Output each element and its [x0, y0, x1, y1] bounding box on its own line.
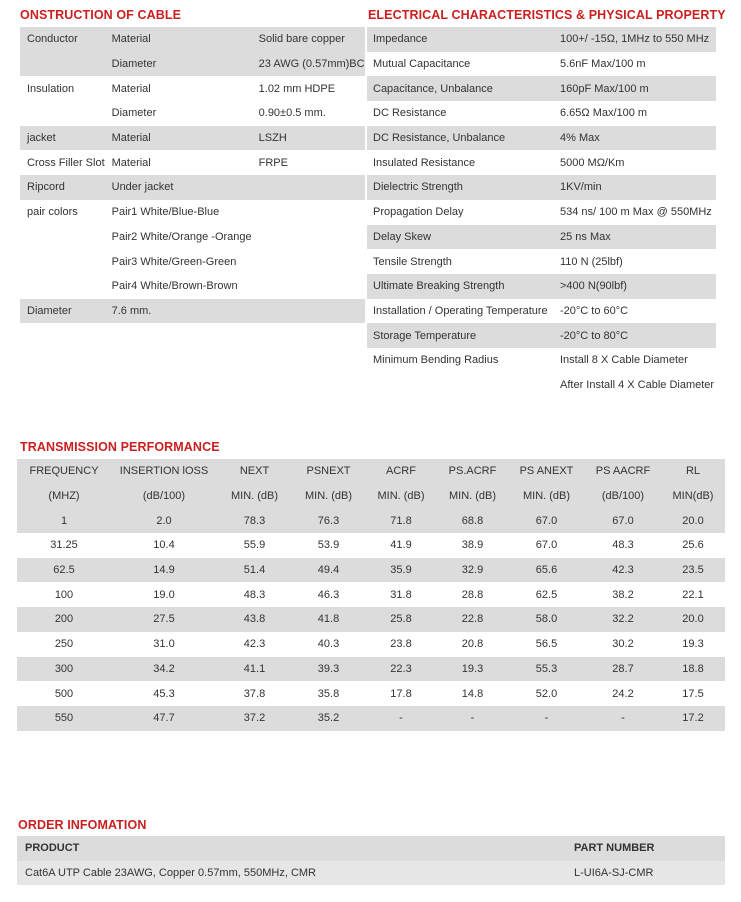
transmission-cell: 31.25 — [50, 539, 78, 552]
transmission-header-cell: MIN. (dB) — [508, 484, 585, 509]
construction-row — [20, 249, 365, 274]
transmission-cell: 76.3 — [292, 508, 365, 533]
electrical-row — [367, 299, 716, 324]
transmission-cell: 52.0 — [535, 687, 558, 700]
transmission-cell: 43.8 — [217, 607, 292, 632]
construction-value — [252, 225, 365, 250]
electrical-value: 534 ns/ 100 m Max @ 550MHz — [560, 206, 712, 219]
electrical-value: 25 ns Max — [554, 225, 716, 250]
transmission-cell: 62.5 — [535, 588, 558, 601]
transmission-cell: 200 — [17, 607, 111, 632]
electrical-row — [367, 101, 716, 126]
electrical-label: Insulated Resistance — [373, 156, 476, 169]
electrical-row — [367, 274, 716, 299]
electrical-label: Minimum Bending Radius — [373, 354, 499, 367]
transmission-cell: 42.3 — [243, 638, 266, 651]
construction-item: Diameter — [20, 299, 105, 324]
construction-table — [20, 27, 365, 323]
transmission-cell: 67.0 — [508, 508, 585, 533]
electrical-label: Propagation Delay — [373, 206, 464, 219]
electrical-label — [367, 373, 554, 398]
construction-value — [252, 274, 365, 299]
transmission-cell: 17.8 — [390, 687, 412, 700]
electrical-row — [367, 323, 716, 348]
electrical-row — [367, 373, 716, 398]
transmission-cell: - — [508, 706, 585, 731]
electrical-row — [367, 249, 716, 274]
order-product: Cat6A UTP Cable 23AWG, Copper 0.57mm, 550MHz, CMR — [17, 861, 566, 886]
electrical-row — [367, 225, 716, 250]
electrical-row — [367, 150, 716, 175]
transmission-row — [17, 607, 725, 632]
construction-value: 0.90±0.5 mm. — [258, 107, 326, 120]
electrical-row — [367, 126, 716, 151]
transmission-cell: 18.8 — [661, 657, 725, 682]
transmission-table — [17, 459, 725, 731]
order-header-row — [17, 836, 725, 861]
transmission-cell: 34.2 — [111, 657, 217, 682]
construction-item: Conductor — [20, 27, 105, 52]
construction-row — [20, 27, 365, 52]
transmission-header-cell: PS.ACRF — [437, 459, 508, 484]
construction-row — [20, 274, 365, 299]
electrical-row — [367, 52, 716, 77]
transmission-cell: 68.8 — [437, 508, 508, 533]
transmission-cell: 300 — [17, 657, 111, 682]
electrical-label: Capacitance, Unbalance — [367, 76, 554, 101]
transmission-cell: 22.3 — [365, 657, 437, 682]
construction-property: Pair4 White/Brown-Brown — [111, 280, 238, 293]
construction-property: Pair2 White/Orange -Orange — [111, 230, 252, 243]
transmission-cell: 20.8 — [461, 638, 484, 651]
transmission-cell: 48.3 — [612, 539, 634, 552]
transmission-cell: 14.9 — [111, 558, 217, 583]
transmission-cell: - — [585, 706, 661, 731]
transmission-row — [17, 706, 725, 731]
construction-property: Pair1 White/Blue-Blue — [111, 206, 220, 219]
construction-item: pair colors — [27, 206, 78, 219]
construction-item: Cross Filler Slot — [27, 156, 105, 169]
transmission-cell: 55.9 — [243, 539, 266, 552]
transmission-cell: 19.3 — [682, 638, 704, 651]
construction-property: Under jacket — [105, 175, 252, 200]
transmission-row — [17, 558, 725, 583]
construction-property: Material — [105, 126, 252, 151]
transmission-header1 — [17, 459, 725, 484]
electrical-value: -20°C to 60°C — [560, 304, 629, 317]
transmission-cell: 23.5 — [661, 558, 725, 583]
construction-item — [20, 249, 105, 274]
construction-title: ONSTRUCTION OF CABLE — [20, 8, 182, 22]
order-row — [17, 861, 725, 886]
transmission-cell: 20.0 — [661, 607, 725, 632]
transmission-cell: 65.6 — [508, 558, 585, 583]
construction-row — [20, 101, 365, 126]
construction-item — [20, 274, 105, 299]
construction-row — [20, 200, 365, 225]
electrical-label: Mutual Capacitance — [373, 58, 471, 71]
transmission-cell: 23.8 — [390, 638, 412, 651]
transmission-header-cell: MIN. (dB) — [292, 484, 365, 509]
construction-row — [20, 52, 365, 77]
transmission-header-cell: MIN(dB) — [661, 484, 725, 509]
transmission-cell: 67.0 — [535, 539, 558, 552]
transmission-header-cell: MIN. (dB) — [365, 484, 437, 509]
transmission-header2 — [17, 484, 725, 509]
transmission-cell: 39.3 — [292, 657, 365, 682]
transmission-header-cell: RL — [661, 459, 725, 484]
electrical-value: 100+/ -15Ω, 1MHz to 550 MHz — [554, 27, 716, 52]
transmission-header-cell: FREQUENCY — [17, 459, 111, 484]
transmission-cell: 2.0 — [111, 508, 217, 533]
electrical-value: 1KV/min — [554, 175, 716, 200]
transmission-cell: 48.3 — [243, 588, 266, 601]
transmission-header-cell: NEXT — [217, 459, 292, 484]
construction-property: 7.6 mm. — [105, 299, 252, 324]
transmission-cell: 62.5 — [17, 558, 111, 583]
transmission-cell: 35.9 — [365, 558, 437, 583]
construction-item: Ripcord — [20, 175, 105, 200]
transmission-cell: 25.6 — [682, 539, 704, 552]
electrical-value: >400 N(90lbf) — [554, 274, 716, 299]
transmission-row — [17, 582, 725, 607]
electrical-row — [367, 175, 716, 200]
transmission-cell: 19.0 — [153, 588, 175, 601]
electrical-value: 6.65Ω Max/100 m — [560, 107, 648, 120]
transmission-row — [17, 508, 725, 533]
electrical-label: Impedance — [367, 27, 554, 52]
transmission-row — [17, 533, 725, 558]
construction-item: Insulation — [27, 82, 75, 95]
electrical-row — [367, 348, 716, 373]
electrical-value: -20°C to 80°C — [554, 323, 716, 348]
construction-row — [20, 76, 365, 101]
electrical-row — [367, 200, 716, 225]
electrical-value: After Install 4 X Cable Diameter — [560, 378, 715, 391]
transmission-cell: - — [365, 706, 437, 731]
transmission-header-cell: MIN. (dB) — [437, 484, 508, 509]
construction-property: Pair3 White/Green-Green — [111, 255, 237, 268]
transmission-cell: 22.8 — [437, 607, 508, 632]
transmission-cell: 500 — [54, 687, 74, 700]
transmission-cell: 41.9 — [390, 539, 412, 552]
transmission-header-cell: INSERTION lOSS — [111, 459, 217, 484]
transmission-cell: 17.2 — [661, 706, 725, 731]
transmission-cell: 28.8 — [461, 588, 484, 601]
transmission-cell: 25.8 — [365, 607, 437, 632]
transmission-header-cell: (dB/100) — [111, 484, 217, 509]
transmission-cell: 38.9 — [461, 539, 484, 552]
transmission-cell: 42.3 — [585, 558, 661, 583]
transmission-header-cell: ACRF — [365, 459, 437, 484]
transmission-cell: 56.5 — [535, 638, 558, 651]
electrical-value: 5000 MΩ/Km — [560, 156, 625, 169]
transmission-cell: 1 — [17, 508, 111, 533]
transmission-cell: 31.0 — [153, 638, 175, 651]
transmission-cell: 53.9 — [317, 539, 340, 552]
construction-row — [20, 175, 365, 200]
electrical-label: DC Resistance, Unbalance — [367, 126, 554, 151]
construction-property: Diameter — [105, 52, 252, 77]
transmission-cell: 24.2 — [612, 687, 634, 700]
transmission-cell: 41.8 — [292, 607, 365, 632]
construction-item — [20, 101, 105, 126]
electrical-label: Installation / Operating Temperature — [373, 304, 548, 317]
order-title: ORDER INFOMATION — [18, 818, 147, 832]
electrical-table — [367, 27, 716, 397]
transmission-cell: 38.2 — [612, 588, 634, 601]
transmission-cell: 46.3 — [317, 588, 340, 601]
transmission-cell: 27.5 — [111, 607, 217, 632]
transmission-cell: 41.1 — [217, 657, 292, 682]
transmission-cell: 37.2 — [217, 706, 292, 731]
construction-row — [20, 126, 365, 151]
electrical-label: Dielectric Strength — [367, 175, 554, 200]
transmission-cell: 10.4 — [153, 539, 175, 552]
electrical-row — [367, 76, 716, 101]
construction-value: 1.02 mm HDPE — [258, 82, 336, 95]
transmission-cell: 100 — [54, 588, 74, 601]
transmission-cell: 32.9 — [437, 558, 508, 583]
construction-value: 23 AWG (0.57mm)BC — [252, 52, 365, 77]
electrical-label: DC Resistance — [373, 107, 447, 120]
electrical-label: Storage Temperature — [367, 323, 554, 348]
construction-value — [252, 175, 365, 200]
transmission-row — [17, 632, 725, 657]
transmission-cell: 14.8 — [461, 687, 484, 700]
transmission-title: TRANSMISSION PERFORMANCE — [20, 440, 220, 454]
electrical-value: Install 8 X Cable Diameter — [560, 354, 688, 367]
transmission-cell: 35.8 — [317, 687, 340, 700]
transmission-cell: 67.0 — [585, 508, 661, 533]
transmission-cell: 19.3 — [437, 657, 508, 682]
electrical-row — [367, 27, 716, 52]
transmission-cell: 28.7 — [585, 657, 661, 682]
electrical-value: 110 N (25lbf) — [560, 255, 623, 268]
transmission-header-cell: MIN. (dB) — [217, 484, 292, 509]
transmission-cell: 22.1 — [682, 588, 704, 601]
construction-value — [252, 200, 365, 225]
transmission-cell: 550 — [17, 706, 111, 731]
transmission-cell: 30.2 — [612, 638, 634, 651]
construction-property: Material — [105, 27, 252, 52]
transmission-cell: 35.2 — [292, 706, 365, 731]
transmission-cell: 71.8 — [365, 508, 437, 533]
transmission-cell: 51.4 — [217, 558, 292, 583]
order-header-part: PART NUMBER — [566, 836, 725, 861]
transmission-header-cell: PS ANEXT — [508, 459, 585, 484]
transmission-cell: - — [437, 706, 508, 731]
electrical-label: Tensile Strength — [373, 255, 452, 268]
construction-item — [20, 225, 105, 250]
construction-value — [252, 249, 365, 274]
order-table — [17, 836, 725, 885]
electrical-label: Ultimate Breaking Strength — [367, 274, 554, 299]
transmission-cell: 49.4 — [292, 558, 365, 583]
electrical-value: 5.6nF Max/100 m — [560, 58, 646, 71]
construction-row — [20, 150, 365, 175]
transmission-cell: 55.3 — [508, 657, 585, 682]
transmission-cell: 250 — [54, 638, 74, 651]
electrical-label: Delay Skew — [367, 225, 554, 250]
transmission-cell: 58.0 — [508, 607, 585, 632]
transmission-cell: 17.5 — [682, 687, 704, 700]
electrical-value: 4% Max — [554, 126, 716, 151]
transmission-header-cell: (dB/100) — [585, 484, 661, 509]
electrical-value: 160pF Max/100 m — [554, 76, 716, 101]
transmission-cell: 40.3 — [317, 638, 340, 651]
construction-property: Diameter — [111, 107, 157, 120]
transmission-cell: 20.0 — [661, 508, 725, 533]
transmission-header-cell: PSNEXT — [292, 459, 365, 484]
transmission-cell: 45.3 — [153, 687, 175, 700]
construction-value — [252, 299, 365, 324]
construction-value: Solid bare copper — [252, 27, 365, 52]
construction-item — [20, 52, 105, 77]
transmission-header-cell: PS AACRF — [585, 459, 661, 484]
transmission-cell: 31.8 — [390, 588, 412, 601]
order-part-number: L-UI6A-SJ-CMR — [566, 861, 725, 886]
construction-value: FRPE — [258, 156, 288, 169]
transmission-row — [17, 657, 725, 682]
transmission-row — [17, 681, 725, 706]
order-header-product: PRODUCT — [17, 836, 566, 861]
transmission-cell: 78.3 — [217, 508, 292, 533]
transmission-cell: 47.7 — [111, 706, 217, 731]
electrical-title: ELECTRICAL CHARACTERISTICS & PHYSICAL PROPERTY — [368, 8, 726, 22]
construction-row — [20, 225, 365, 250]
construction-property: Material — [111, 82, 151, 95]
transmission-header-cell: (MHZ) — [17, 484, 111, 509]
transmission-cell: 37.8 — [243, 687, 266, 700]
construction-row — [20, 299, 365, 324]
construction-value: LSZH — [252, 126, 365, 151]
construction-property: Material — [111, 156, 151, 169]
transmission-cell: 32.2 — [585, 607, 661, 632]
construction-item: jacket — [20, 126, 105, 151]
